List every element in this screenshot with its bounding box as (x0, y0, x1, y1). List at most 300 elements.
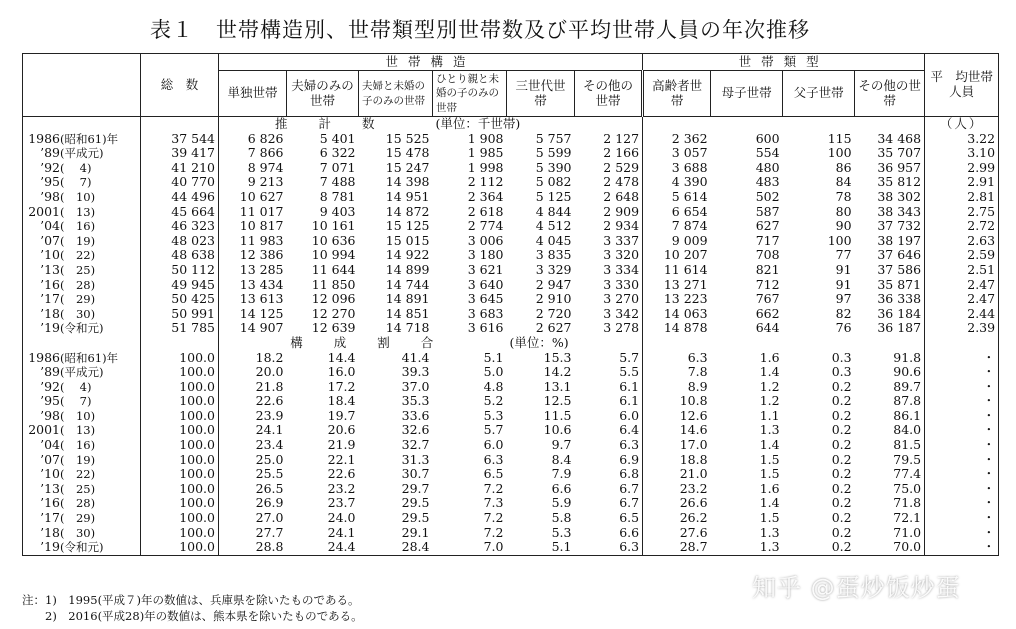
count-tandoku: 7 866 (247, 146, 284, 161)
ratio-tandoku: 27.0 (255, 511, 284, 526)
count-koreisha: 2 362 (671, 131, 708, 146)
table-row (23, 307, 999, 322)
year-label (23, 132, 141, 147)
year-era: ( 16) (60, 219, 96, 234)
ratio-fushi: 0.2 (831, 496, 852, 511)
ratio-sansedai: 5.1 (507, 540, 575, 555)
ratio-boshi: 1.2 (759, 379, 780, 394)
ratio-boshi: 1.4 (759, 438, 780, 453)
ratio-type-other: 71.8 (855, 496, 925, 511)
year-era: ( 13) (60, 423, 96, 438)
ratio-average: ・ (925, 423, 999, 438)
footnote-1: 注：1) 1995(平成７)年の数値は、兵庫県を除いたものである。 (22, 593, 360, 607)
ratio-fuufu-ko: 29.7 (401, 481, 430, 496)
count-fuufu-ko: 15 478 (385, 146, 430, 161)
count-tandoku: 8 974 (247, 160, 284, 175)
count-average: 2.99 (925, 161, 999, 176)
ratio-total: 100.0 (141, 526, 219, 541)
count-fushi: 86 (835, 160, 852, 175)
ratio-sansedai: 15.3 (543, 350, 572, 365)
table-row (23, 205, 999, 220)
year-era: ( 7) (60, 175, 92, 190)
table-row (23, 132, 999, 147)
year-western: ’07 (40, 233, 60, 248)
ratio-boshi: 1.5 (759, 452, 780, 467)
table-row (23, 175, 999, 190)
header-col-type-other: その他の世帯 (855, 71, 925, 117)
count-total: 40 770 (141, 175, 219, 190)
header-group-type: 世帯類型 (643, 54, 925, 71)
header-col-boshi: 母子世帯 (711, 71, 783, 117)
ratio-fushi: 0.2 (831, 408, 852, 423)
year-era: ( 16) (60, 438, 96, 453)
count-koreisha: 14 878 (663, 321, 708, 336)
ratio-average: ・ (925, 496, 999, 511)
year-era: (令和元) (60, 540, 104, 555)
ratio-type-other: 70.0 (855, 540, 925, 555)
count-koreisha: 13 271 (663, 277, 708, 292)
count-fushi: 91 (835, 277, 852, 292)
ratio-total: 100.0 (141, 409, 219, 424)
ratio-boshi: 1.4 (759, 496, 780, 511)
ratio-fushi: 0.2 (831, 438, 852, 453)
count-type-other: 36 184 (855, 307, 925, 322)
header-col-fuufu: 夫婦のみの世帯 (287, 71, 359, 117)
ratio-fushi: 0.2 (831, 467, 852, 482)
year-era: ( 29) (60, 511, 96, 526)
count-fuufu: 12 096 (311, 292, 356, 307)
ratio-average: ・ (925, 482, 999, 497)
header-total: 総 数 (141, 54, 219, 117)
ratio-average: ・ (925, 380, 999, 395)
count-tandoku: 11 017 (239, 204, 284, 219)
count-boshi: 627 (755, 219, 780, 234)
ratio-boshi: 1.6 (759, 350, 780, 365)
ratio-fuufu-ko: 33.6 (401, 408, 430, 423)
ratio-sonota: 6.6 (575, 526, 643, 541)
ratio-sonota: 6.0 (575, 409, 643, 424)
year-western: ’19 (40, 540, 60, 555)
count-sansedai: 5 082 (535, 175, 572, 190)
table-row (23, 146, 999, 161)
count-boshi: 708 (755, 248, 780, 263)
year-era: ( 22) (60, 248, 96, 263)
ratio-boshi: 1.1 (759, 408, 780, 423)
count-tandoku: 10 817 (239, 219, 284, 234)
header-col-fushi: 父子世帯 (783, 71, 855, 117)
ratio-fuufu: 22.1 (327, 452, 356, 467)
ratio-koreisha: 12.6 (679, 408, 708, 423)
table-row (23, 438, 999, 453)
ratio-total: 100.0 (141, 482, 219, 497)
year-western: ’07 (40, 452, 60, 467)
count-fuufu-ko: 15 125 (385, 219, 430, 234)
ratio-koreisha: 26.6 (679, 496, 708, 511)
count-hitorioya: 3 006 (467, 233, 504, 248)
count-sonota: 3 320 (575, 248, 643, 263)
section-label-counts: 推 計 数 (274, 116, 377, 131)
ratio-sonota: 6.5 (575, 511, 643, 526)
ratio-koreisha: 28.7 (643, 540, 711, 555)
year-era: ( 28) (60, 496, 96, 511)
ratio-sansedai: 12.5 (543, 394, 572, 409)
ratio-total: 100.0 (141, 380, 219, 395)
year-era: (平成元) (60, 365, 104, 380)
year-era: ( 19) (60, 233, 96, 248)
year-era: ( 10) (60, 408, 96, 423)
table-title (150, 14, 810, 44)
ratio-fuufu-ko: 32.7 (401, 438, 430, 453)
count-hitorioya: 2 112 (467, 175, 504, 190)
count-fuufu-ko: 14 951 (385, 189, 430, 204)
ratio-fuufu-ko: 28.4 (359, 540, 433, 555)
count-hitorioya: 2 774 (467, 219, 504, 234)
ratio-fushi: 0.2 (831, 511, 852, 526)
ratio-koreisha: 26.2 (679, 511, 708, 526)
ratio-type-other: 77.4 (855, 467, 925, 482)
ratio-total: 100.0 (141, 496, 219, 511)
ratio-type-other: 86.1 (855, 409, 925, 424)
table-row (23, 511, 999, 526)
ratio-fuufu-ko: 29.5 (401, 496, 430, 511)
count-average: 2.51 (925, 263, 999, 278)
count-fushi: 84 (835, 175, 852, 190)
year-western: ’17 (40, 511, 60, 526)
count-hitorioya: 1 985 (467, 146, 504, 161)
count-fushi: 77 (835, 248, 852, 263)
count-fushi: 97 (835, 292, 852, 307)
year-label (23, 263, 141, 278)
year-label (23, 190, 141, 205)
ratio-type-other: 87.8 (855, 394, 925, 409)
count-average: 2.63 (925, 234, 999, 249)
count-fuufu-ko: 15 247 (385, 160, 430, 175)
ratio-koreisha: 6.3 (687, 350, 708, 365)
ratio-koreisha: 10.8 (679, 394, 708, 409)
ratio-sonota: 6.1 (575, 380, 643, 395)
ratio-type-other: 81.5 (855, 438, 925, 453)
ratio-sansedai: 5.3 (551, 525, 572, 540)
ratio-koreisha: 7.8 (687, 365, 708, 380)
table-row (23, 219, 999, 234)
count-sansedai: 2 720 (535, 306, 572, 321)
header-group-structure: 世帯構造 (219, 54, 643, 71)
table-number: 表１ (150, 18, 194, 42)
ratio-type-other: 79.5 (855, 453, 925, 468)
table-row (23, 467, 999, 482)
table-row (23, 263, 999, 278)
year-era: ( 25) (60, 481, 96, 496)
ratio-fuufu-ko: 41.4 (401, 350, 430, 365)
footnotes (22, 592, 363, 624)
count-hitorioya: 1 998 (467, 160, 504, 175)
count-total: 50 112 (141, 263, 219, 278)
count-tandoku: 12 386 (239, 248, 284, 263)
count-sonota: 2 648 (575, 190, 643, 205)
count-koreisha: 5 614 (671, 189, 708, 204)
ratio-sonota: 6.7 (575, 482, 643, 497)
ratio-fuufu: 24.1 (327, 525, 356, 540)
year-western: ’10 (40, 467, 60, 482)
header-col-sonota: その他の世帯 (575, 71, 643, 117)
table-row (23, 409, 999, 424)
count-fuufu: 10 161 (311, 219, 356, 234)
ratio-average: ・ (925, 365, 999, 380)
count-sonota: 2 934 (575, 219, 643, 234)
count-sonota: 2 478 (575, 175, 643, 190)
count-sonota: 3 278 (575, 321, 643, 336)
ratio-boshi: 1.5 (759, 511, 780, 526)
ratio-tandoku: 26.5 (255, 481, 284, 496)
count-total: 50 425 (141, 292, 219, 307)
count-average: 2.39 (925, 321, 999, 336)
ratio-hitorioya: 7.2 (483, 511, 504, 526)
ratio-boshi: 1.4 (759, 365, 780, 380)
ratio-type-other: 75.0 (855, 482, 925, 497)
table-row (23, 161, 999, 176)
ratio-sonota: 6.9 (575, 453, 643, 468)
ratio-boshi: 1.3 (711, 540, 783, 555)
count-koreisha: 10 207 (663, 248, 708, 263)
count-type-other: 37 586 (855, 263, 925, 278)
year-label (23, 351, 141, 366)
count-total: 39 417 (141, 146, 219, 161)
year-label (23, 146, 141, 161)
ratio-type-other: 91.8 (855, 351, 925, 366)
count-type-other: 36 957 (855, 161, 925, 176)
ratio-fushi: 0.3 (831, 350, 852, 365)
year-western: ’89 (40, 365, 60, 380)
table-row (23, 190, 999, 205)
count-boshi: 600 (755, 131, 780, 146)
year-era: (昭和61)年 (60, 350, 119, 365)
count-boshi: 821 (755, 262, 780, 277)
ratio-fuufu-ko: 37.0 (401, 379, 430, 394)
ratio-average: ・ (925, 467, 999, 482)
household-table (22, 53, 999, 556)
ratio-hitorioya: 7.2 (483, 525, 504, 540)
header-col-hitorioya: ひとり親と未婚の子のみの世帯 (433, 71, 507, 117)
year-label (23, 248, 141, 263)
count-type-other: 37 646 (855, 248, 925, 263)
ratio-hitorioya: 4.8 (483, 379, 504, 394)
count-average: 2.81 (925, 190, 999, 205)
ratio-sansedai: 11.5 (543, 408, 572, 423)
ratio-tandoku: 23.4 (255, 438, 284, 453)
year-western: ’92 (40, 160, 60, 175)
ratio-tandoku: 20.0 (255, 365, 284, 380)
ratio-fushi: 0.2 (831, 379, 852, 394)
ratio-hitorioya: 5.7 (483, 423, 504, 438)
year-label (23, 205, 141, 220)
count-sonota: 3 330 (575, 278, 643, 293)
ratio-hitorioya: 5.1 (483, 350, 504, 365)
count-koreisha: 7 874 (671, 219, 708, 234)
count-sansedai: 5 599 (535, 146, 572, 161)
section-label-ratios: 構 成 割 合 (290, 335, 436, 350)
count-boshi: 644 (755, 321, 780, 336)
count-sonota: 3 270 (575, 292, 643, 307)
ratio-average: ・ (925, 540, 999, 555)
year-western: 1986 (28, 131, 60, 146)
section-row-ratios (23, 336, 999, 351)
count-fuufu: 5 401 (319, 131, 356, 146)
count-fuufu-ko: 14 891 (385, 292, 430, 307)
count-sansedai: 5 757 (535, 131, 572, 146)
ratio-total: 100.0 (141, 351, 219, 366)
count-tandoku: 13 434 (239, 277, 284, 292)
ratio-average: ・ (925, 409, 999, 424)
ratio-fuufu: 24.4 (287, 540, 359, 555)
ratio-sansedai: 8.4 (551, 452, 572, 467)
count-hitorioya: 1 908 (467, 131, 504, 146)
count-fushi: 100 (827, 233, 852, 248)
ratio-hitorioya: 5.0 (483, 365, 504, 380)
count-hitorioya: 3 640 (467, 277, 504, 292)
ratio-fuufu-ko: 39.3 (401, 365, 430, 380)
ratio-boshi: 1.3 (759, 423, 780, 438)
count-fuufu: 12 639 (311, 321, 356, 336)
year-era: ( 30) (60, 525, 96, 540)
count-average: 3.22 (925, 132, 999, 147)
count-fushi: 90 (835, 219, 852, 234)
year-western: ’95 (40, 394, 60, 409)
ratio-fuufu: 22.6 (327, 467, 356, 482)
year-era: ( 29) (60, 292, 96, 307)
ratio-fuufu: 14.4 (327, 350, 356, 365)
count-sonota: 2 127 (575, 132, 643, 147)
year-label (23, 482, 141, 497)
ratio-fuufu: 18.4 (327, 394, 356, 409)
count-fushi: 100 (827, 146, 852, 161)
count-fuufu: 12 270 (311, 306, 356, 321)
ratio-type-other: 89.7 (855, 380, 925, 395)
year-western: ’16 (40, 277, 60, 292)
count-koreisha: 3 688 (671, 160, 708, 175)
count-tandoku: 13 613 (239, 292, 284, 307)
ratio-fuufu-ko: 29.1 (401, 525, 430, 540)
count-type-other: 38 343 (855, 205, 925, 220)
ratio-koreisha: 8.9 (687, 379, 708, 394)
ratio-type-other: 71.0 (855, 526, 925, 541)
ratio-sonota: 5.7 (575, 351, 643, 366)
ratio-hitorioya: 5.3 (483, 408, 504, 423)
year-era: ( 10) (60, 189, 96, 204)
ratio-koreisha: 14.6 (679, 423, 708, 438)
ratio-koreisha: 21.0 (679, 467, 708, 482)
count-boshi: 554 (755, 146, 780, 161)
count-sansedai: 2 910 (535, 292, 572, 307)
year-label (23, 380, 141, 395)
ratio-hitorioya: 5.2 (483, 394, 504, 409)
count-type-other: 36 187 (855, 321, 925, 336)
count-fuufu-ko: 14 872 (385, 204, 430, 219)
ratio-hitorioya: 6.0 (483, 438, 504, 453)
year-western: ’17 (40, 292, 60, 307)
ratio-fuufu-ko: 29.5 (401, 511, 430, 526)
ratio-fushi: 0.3 (831, 365, 852, 380)
ratio-average: ・ (925, 438, 999, 453)
year-era: (平成元) (60, 146, 104, 161)
ratio-koreisha: 18.8 (679, 452, 708, 467)
count-sansedai: 3 835 (535, 248, 572, 263)
year-label (23, 409, 141, 424)
count-fuufu: 11 644 (311, 262, 356, 277)
ratio-boshi: 1.6 (759, 481, 780, 496)
ratio-sonota: 5.5 (575, 365, 643, 380)
ratio-fuufu: 21.9 (327, 438, 356, 453)
ratio-total: 100.0 (141, 438, 219, 453)
count-fushi: 91 (835, 262, 852, 277)
count-fuufu-ko: 14 718 (385, 321, 430, 336)
year-western: ’18 (40, 525, 60, 540)
count-koreisha: 9 009 (671, 233, 708, 248)
table-row (23, 351, 999, 366)
ratio-total: 100.0 (141, 394, 219, 409)
ratio-fuufu: 19.7 (327, 408, 356, 423)
ratio-sonota: 6.8 (575, 467, 643, 482)
ratio-average: ・ (925, 351, 999, 366)
ratio-sansedai: 7.9 (551, 467, 572, 482)
year-era: ( 30) (60, 306, 96, 321)
ratio-tandoku: 28.8 (219, 540, 287, 555)
count-hitorioya: 3 180 (467, 248, 504, 263)
year-label (23, 161, 141, 176)
year-label (23, 307, 141, 322)
count-total: 48 638 (141, 248, 219, 263)
ratio-sansedai: 14.2 (543, 365, 572, 380)
ratio-fuufu: 23.2 (327, 481, 356, 496)
count-hitorioya: 3 621 (467, 262, 504, 277)
count-koreisha: 3 057 (671, 146, 708, 161)
count-total: 49 945 (141, 278, 219, 293)
count-tandoku: 14 907 (239, 321, 284, 336)
year-western: ’13 (40, 262, 60, 277)
count-sansedai: 5 390 (535, 160, 572, 175)
ratio-sonota: 6.3 (575, 438, 643, 453)
ratio-sansedai: 9.7 (551, 438, 572, 453)
year-western: ’95 (40, 175, 60, 190)
year-era: ( 25) (60, 262, 96, 277)
count-koreisha: 13 223 (663, 292, 708, 307)
year-era: ( 28) (60, 277, 96, 292)
count-average: 2.59 (925, 248, 999, 263)
year-label (23, 540, 141, 555)
year-label (23, 496, 141, 511)
year-western: ’04 (40, 219, 60, 234)
count-sonota: 3 334 (575, 263, 643, 278)
year-era: ( 4) (60, 379, 92, 394)
table-row (23, 278, 999, 293)
ratio-tandoku: 25.5 (255, 467, 284, 482)
count-sonota: 3 342 (575, 307, 643, 322)
year-era: ( 13) (60, 204, 96, 219)
ratio-total: 100.0 (141, 453, 219, 468)
count-fuufu: 10 994 (311, 248, 356, 263)
count-koreisha: 6 654 (671, 204, 708, 219)
year-label (23, 394, 141, 409)
count-fushi: 82 (835, 306, 852, 321)
year-label (23, 511, 141, 526)
year-label (23, 175, 141, 190)
ratio-average: ・ (925, 511, 999, 526)
table-row (23, 540, 999, 555)
count-sonota: 2 166 (575, 146, 643, 161)
count-fuufu: 7 488 (319, 175, 356, 190)
table-row (23, 526, 999, 541)
count-fuufu: 7 071 (319, 160, 356, 175)
watermark: 知乎 @蛋炒饭炒蛋 (752, 574, 961, 602)
